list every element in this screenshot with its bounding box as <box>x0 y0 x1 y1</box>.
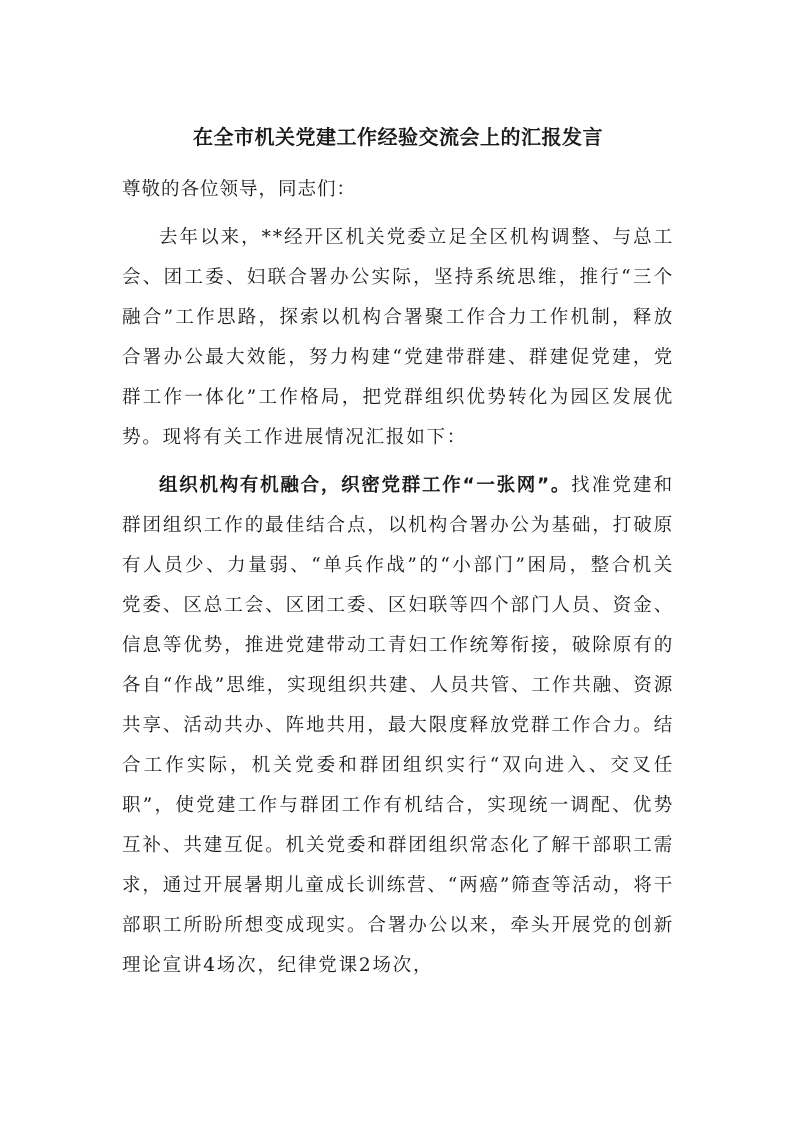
paragraph-body: 找准党建和群团组织工作的最佳结合点，以机构合署办公为基础，打破原有人员少、力量弱、“单兵作战”的“小部门”困局，整合机关党委、区总工会、区团工委、区妇联等四个部门人员、资金、信息等优势，推进党建带动工青妇工作统筹衔接，破除原有的各自“作战”思维，实现组织共建、人员共管、工作共融、资源共享、活动共办、阵地共用，最大限度释放党群工作合力。结合工作实际，机关党委和群团组织实行“双向进入、交叉任职”，使党建工作与群团工作有机结合，实现统一调配、优势互补、共建互促。机关党委和群团组织常态化了解干部职工需求，通过开展暑期儿童成长训练营、“两癌”筛查等活动，将干部职工所盼所想变成现实。合署办公以来，牵头开展党的创新理论宣讲4场次，纪律党课2场次， <box>122 475 674 976</box>
paragraph-heading: 组织机构有机融合，织密党群工作“一张网”。 <box>159 475 572 496</box>
document-title: 在全市机关党建工作经验交流会上的汇报发言 <box>193 125 603 149</box>
document-body <box>122 118 674 986</box>
salutation: 尊敬的各位领导，同志们： <box>122 179 357 200</box>
paragraph-organization <box>122 466 674 986</box>
paragraph-intro: 去年以来，**经开区机关党委立足全区机构调整、与总工会、团工委、妇联合署办公实际，坚持系统思维，推行“三个融合”工作思路，探索以机构合署聚工作合力工作机制，释放合署办公最大效能，努力构建“党建带群建、群建促党建，党群工作一体化”工作格局，把党群组织优势转化为园区发展优势。现将有关工作进展情况汇报如下： <box>122 227 674 448</box>
